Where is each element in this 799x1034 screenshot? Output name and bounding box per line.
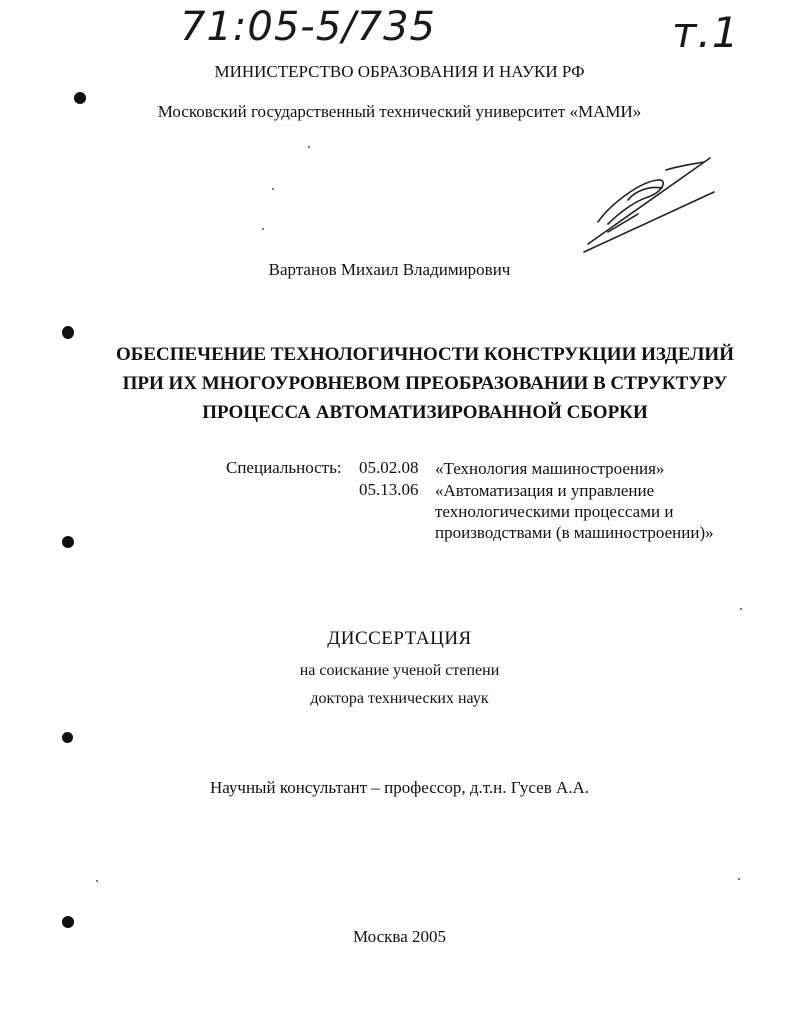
punch-hole [62, 326, 74, 339]
scan-speck [272, 188, 274, 190]
specialty-code-1: 05.02.08 [359, 458, 419, 477]
degree-line-1: на соискание ученой степени [299, 662, 500, 679]
specialty-name-2-line-1: «Автоматизация и управление [435, 481, 655, 500]
dissertation-title [60, 340, 790, 427]
specialty-label: Специальность: [226, 458, 342, 477]
title-line-3: ПРОЦЕССА АВТОМАТИЗИРОВАННОЙ СБОРКИ [202, 402, 648, 423]
specialty-name-2-line-2: технологическими процессами и [435, 502, 674, 521]
archive-number: 71:05-5/735 [180, 4, 436, 50]
specialty-name-1 [435, 458, 664, 479]
scan-speck [96, 880, 98, 882]
punch-hole [62, 916, 74, 928]
scan-speck [738, 878, 740, 880]
signature [578, 152, 718, 257]
volume-mark: т.1 [672, 8, 740, 57]
city-year: Москва 2005 [352, 927, 447, 946]
scientific-consultant: Научный консультант – профессор, д.т.н. Гусев А.А. [209, 778, 590, 797]
specialty-name-2 [435, 480, 714, 543]
ministry-heading: МИНИСТЕРСТВО ОБРАЗОВАНИЯ И НАУКИ РФ [214, 62, 585, 81]
specialty-name-2-line-3: производствами (в машиностроении)» [435, 523, 714, 542]
document-type: ДИССЕРТАЦИЯ [327, 628, 472, 649]
author-name: Вартанов Михаил Владимирович [268, 260, 511, 279]
punch-hole [62, 536, 74, 548]
title-line-1: ОБЕСПЕЧЕНИЕ ТЕХНОЛОГИЧНОСТИ КОНСТРУКЦИИ ИЗДЕЛИЙ [116, 344, 734, 365]
scan-speck [740, 608, 742, 610]
scan-speck [308, 146, 310, 148]
degree-line-2: доктора технических наук [310, 690, 489, 707]
specialty-code-2: 05.13.06 [359, 480, 419, 499]
university-name: Московский государственный технический университет «МАМИ» [157, 102, 642, 121]
scan-speck [262, 228, 264, 230]
specialty-name-1-line-1: «Технология машиностроения» [435, 459, 665, 478]
punch-hole [74, 92, 86, 104]
punch-hole [62, 732, 73, 743]
title-line-2: ПРИ ИХ МНОГОУРОВНЕВОМ ПРЕОБРАЗОВАНИИ В СТРУКТУРУ [122, 373, 728, 394]
